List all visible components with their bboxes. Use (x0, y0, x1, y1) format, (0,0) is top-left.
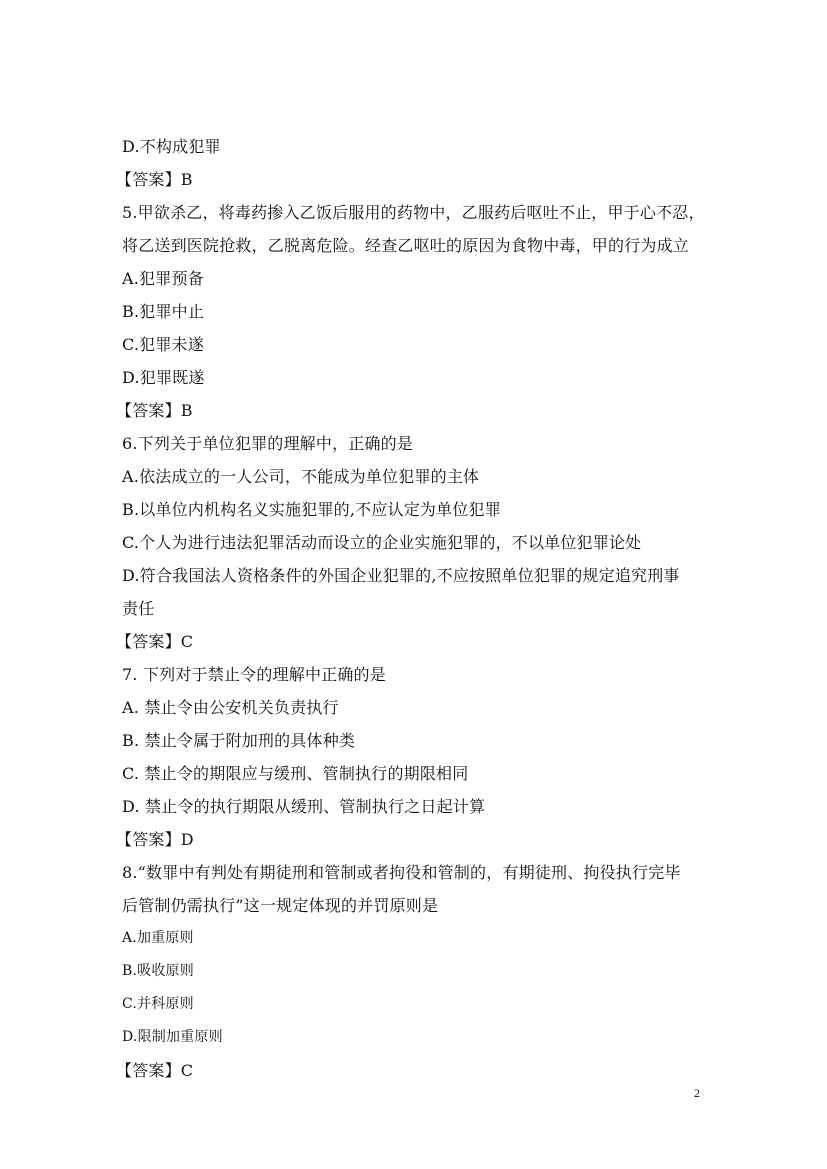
q8-option-c: C.并科原则 (122, 996, 194, 1012)
q8-stem-line-1: 8.“数罪中有判处有期徒刑和管制或者拘役和管制的，有期徒刑、拘役执行完毕 (122, 863, 681, 882)
q5-option-a: A.犯罪预备 (122, 269, 204, 288)
page-number: 2 (694, 1086, 700, 1100)
q7-answer: 【答案】D (116, 830, 194, 849)
q7-option-a: A. 禁止令由公安机关负责执行 (122, 698, 339, 717)
q5-option-b: B.犯罪中止 (122, 302, 205, 321)
q8-stem-line-2: 后管制仍需执行”这一规定体现的并罚原则是 (122, 896, 439, 915)
q5-option-c: C.犯罪未遂 (122, 335, 204, 354)
q4-option-d: D.不构成犯罪 (122, 137, 221, 156)
q6-option-d-line-2: 责任 (122, 599, 155, 618)
q8-option-b: B.吸收原则 (122, 963, 194, 979)
q8-answer: 【答案】C (116, 1061, 194, 1080)
q7-option-d: D. 禁止令的执行期限从缓刑、管制执行之日起计算 (122, 797, 486, 816)
q5-option-d: D.犯罪既遂 (122, 368, 205, 387)
q4-answer: 【答案】B (116, 170, 193, 189)
q8-option-d: D.限制加重原则 (122, 1029, 223, 1045)
q6-option-b: B.以单位内机构名义实施犯罪的,不应认定为单位犯罪 (122, 500, 501, 519)
q6-option-d-line-1: D.符合我国法人资格条件的外国企业犯罪的,不应按照单位犯罪的规定追究刑事 (122, 566, 680, 585)
q7-stem: 7. 下列对于禁止令的理解中正确的是 (122, 665, 386, 684)
q7-option-b: B. 禁止令属于附加刑的具体种类 (122, 731, 356, 750)
q6-option-c: C.个人为进行违法犯罪活动而设立的企业实施犯罪的，不以单位犯罪论处 (122, 533, 642, 552)
q5-stem-line-1: 5.甲欲杀乙，将毒药掺入乙饭后服用的药物中，乙服药后呕吐不止，甲于心不忍， (122, 203, 705, 222)
q6-answer: 【答案】C (116, 632, 194, 651)
q5-answer: 【答案】B (116, 401, 193, 420)
q8-option-a: A.加重原则 (122, 930, 194, 946)
q6-stem: 6.下列关于单位犯罪的理解中，正确的是 (122, 434, 414, 453)
question-content (116, 130, 712, 1087)
q5-stem-line-2: 将乙送到医院抢救，乙脱离危险。经查乙呕吐的原因为食物中毒，甲的行为成立 (122, 236, 690, 255)
q7-option-c: C. 禁止令的期限应与缓刑、管制执行的期限相同 (122, 764, 469, 783)
q6-option-a: A.依法成立的一人公司，不能成为单位犯罪的主体 (122, 467, 480, 486)
